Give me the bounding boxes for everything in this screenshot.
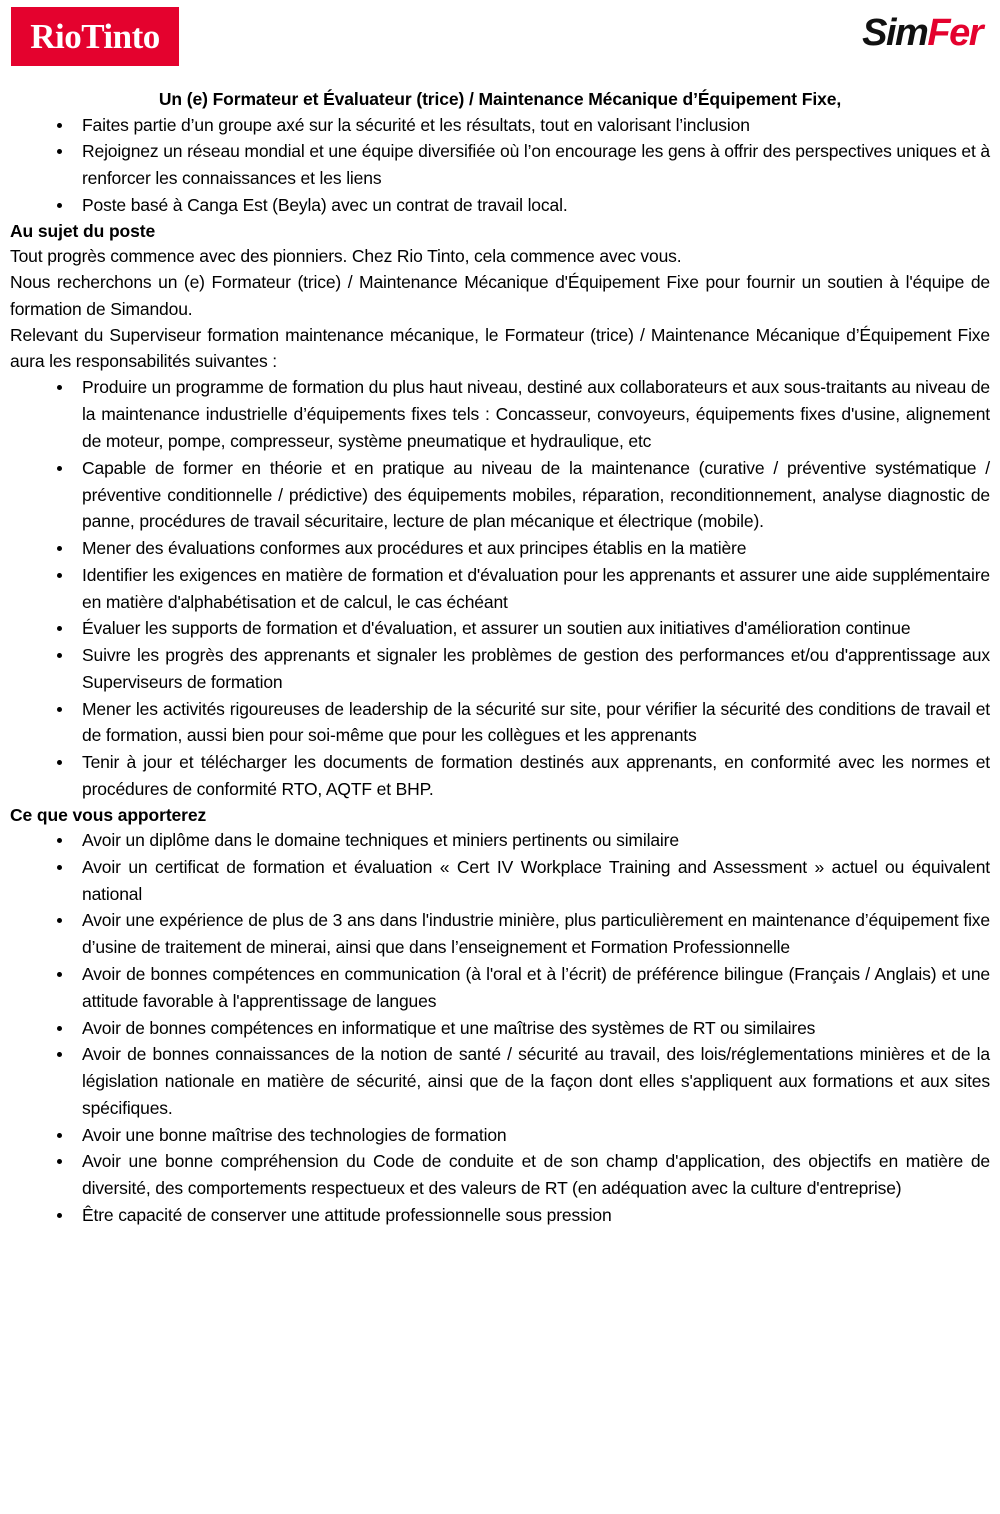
riotinto-logo (11, 7, 179, 66)
responsibilities-bullet-list (10, 374, 990, 802)
about-paragraph-1: Tout progrès commence avec des pionniers. Chez Rio Tinto, cela commence avec vous. (10, 246, 682, 267)
list-item: Tenir à jour et télécharger les documents de formation destinés aux apprenants, en conformité avec les normes et procédures de conformité RTO, AQTF et BHP. (10, 749, 990, 803)
list-item: Identifier les exigences en matière de formation et d'évaluation pour les apprenants et assurer une aide supplémentaire en matière d'alphabétisation et de calcul, le cas échéant (10, 562, 990, 616)
list-item: Avoir une expérience de plus de 3 ans dans l'industrie minière, plus particulièrement en maintenance d’équipement fixe d’usine de traitement de minerai, ainsi que dans l’enseignement et Formation Professionnelle (10, 907, 990, 961)
list-item: Avoir une bonne maîtrise des technologies de formation (10, 1122, 990, 1149)
list-item: Évaluer les supports de formation et d'évaluation, et assurer un soutien aux initiatives d'amélioration continue (10, 615, 990, 642)
section-heading-about: Au sujet du poste (10, 220, 156, 241)
list-item: Rejoignez un réseau mondial et une équipe diversifiée où l’on encourage les gens à offrir des perspectives uniques et à renforcer les connaissances et les liens (10, 138, 990, 192)
list-item: Produire un programme de formation du plus haut niveau, destiné aux collaborateurs et aux sous-traitants au niveau de la maintenance industrielle d’équipements fixes tels : Concasseur, convoyeurs, équipements fixes d'usine, alignement de moteur, pompe, compresseur, système pneumatique et hydraulique, etc (10, 374, 990, 454)
list-item: Faites partie d’un groupe axé sur la sécurité et les résultats, tout en valorisant l’inclusion (10, 112, 990, 139)
section-heading-qualifications: Ce que vous apporterez (10, 804, 207, 825)
page-title: Un (e) Formateur et Évaluateur (trice) / Maintenance Mécanique d’Équipement Fixe, (158, 89, 842, 109)
simfer-logo-text-fer: Fer (927, 12, 982, 54)
simfer-logo-text-sim: Sim (862, 12, 928, 54)
simfer-logo (862, 14, 982, 52)
qualifications-bullet-list (10, 827, 990, 1228)
intro-bullet-list (10, 112, 990, 219)
list-item: Poste basé à Canga Est (Beyla) avec un contrat de travail local. (10, 192, 990, 219)
list-item: Mener des évaluations conformes aux procédures et aux principes établis en la matière (10, 535, 990, 562)
list-item: Avoir de bonnes compétences en informatique et une maîtrise des systèmes de RT ou similaires (10, 1015, 990, 1042)
list-item: Avoir un diplôme dans le domaine techniques et miniers pertinents ou similaire (10, 827, 990, 854)
list-item: Capable de former en théorie et en pratique au niveau de la maintenance (curative / préventive systématique / préventive conditionnelle / prédictive) des équipements mobiles, réparation, reconditionnement, analyse diagnostic de panne, procédures de travail sécuritaire, lecture de plan mécanique et électrique (mobile). (10, 455, 990, 535)
list-item: Avoir de bonnes connaissances de la notion de santé / sécurité au travail, des lois/réglementations minières et de la législation nationale en matière de sécurité, ainsi que de la façon dont elles s'appliquent aux formations et aux sites spécifiques. (10, 1041, 990, 1121)
riotinto-logo-text: RioTinto (30, 17, 160, 56)
about-paragraph-3: Relevant du Superviseur formation maintenance mécanique, le Formateur (trice) / Maintenance Mécanique d’Équipement Fixe aura les responsabilités suivantes : (10, 324, 990, 372)
list-item: Suivre les progrès des apprenants et signaler les problèmes de gestion des performances et/ou d'apprentissage aux Superviseurs de formation (10, 642, 990, 696)
list-item: Être capacité de conserver une attitude professionnelle sous pression (10, 1202, 990, 1229)
list-item: Avoir une bonne compréhension du Code de conduite et de son champ d'application, des objectifs en matière de diversité, des comportements respectueux et des valeurs de RT (en adéquation avec la culture d'entreprise) (10, 1148, 990, 1202)
list-item: Avoir de bonnes compétences en communication (à l'oral et à l’écrit) de préférence bilingue (Français / Anglais) et une attitude favorable à l'apprentissage de langues (10, 961, 990, 1015)
document-header (0, 0, 1000, 72)
list-item: Avoir un certificat de formation et évaluation « Cert IV Workplace Training and Assessment » actuel ou équivalent national (10, 854, 990, 908)
about-paragraph-2: Nous recherchons un (e) Formateur (trice) / Maintenance Mécanique d'Équipement Fixe pour fournir un soutien à l'équipe de formation de Simandou. (10, 272, 990, 319)
list-item: Mener les activités rigoureuses de leadership de la sécurité sur site, pour vérifier la sécurité des conditions de travail et de formation, aussi bien pour soi-même que pour les collègues et les apprenants (10, 696, 990, 750)
document-body (0, 112, 1000, 1229)
